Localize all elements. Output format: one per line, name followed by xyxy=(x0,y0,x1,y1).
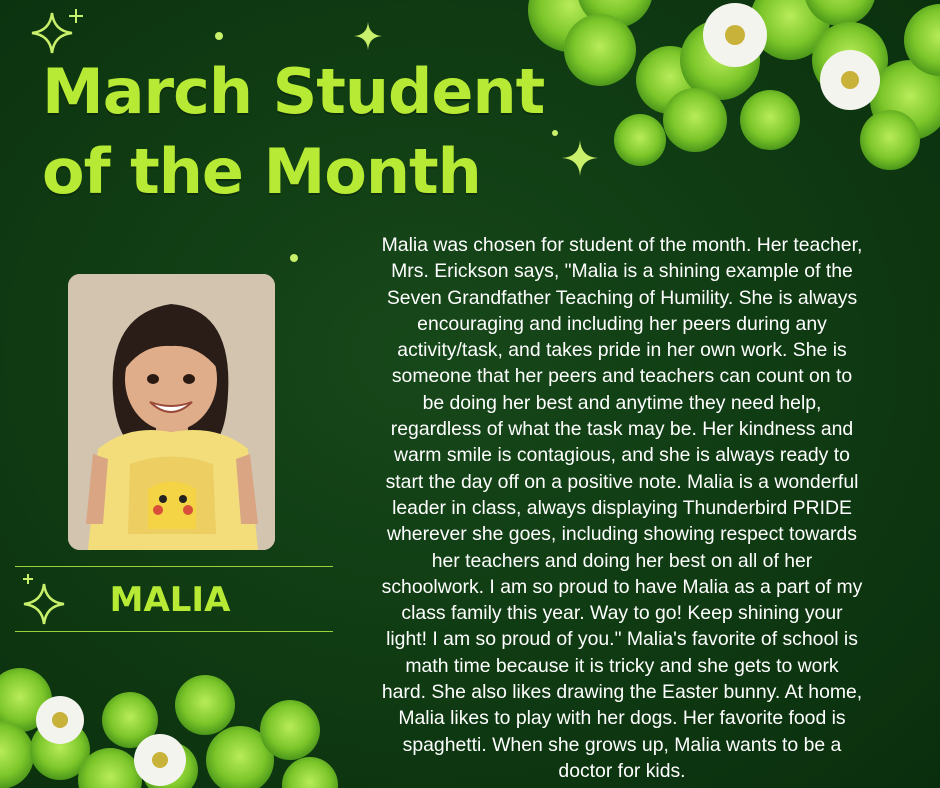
sparkle-dot xyxy=(290,254,298,262)
clover-cluster-bottom-left xyxy=(0,660,340,788)
sparkle-icon xyxy=(352,20,384,52)
sparkle-icon xyxy=(18,570,68,626)
divider-line xyxy=(15,566,333,567)
divider-line xyxy=(15,631,333,632)
sparkle-dot xyxy=(215,32,223,40)
sparkle-icon xyxy=(560,138,600,178)
title-line-2: of the Month xyxy=(42,135,481,208)
student-name: MALIA xyxy=(109,580,231,620)
page-title xyxy=(42,52,562,212)
student-photo xyxy=(68,274,275,550)
title-line-1: March Student xyxy=(42,55,545,128)
student-bio: Malia was chosen for student of the month. Her teacher, Mrs. Erickson says, "Malia is a shining example of the Seven Grandfather Teaching of Humility. She is always encouraging and including her peers during any activity/task, and takes pride in her own work. She is someone that her peers and teachers can count on to be doing her best and anytime they need help, regardless of what the task may be. Her kindness and warm smile is contagious, and she is always ready to start the day off on a positive note. Malia is a wonderful leader in class, always displaying Thunderbird PRIDE wherever she goes, including showing respect towards her teachers and doing her best on all of her schoolwork. I am so proud to have Malia as a part of my class family this year. Way to go! Keep shining your light! I am so proud of you." Malia's favorite of school is math time because it is tricky and she gets to work hard. She also likes drawing the Easter bunny. At home, Malia likes to play with her dogs. Her favorite food is spaghetti. When she grows up, Malia wants to be a doctor for kids. xyxy=(381,234,863,782)
